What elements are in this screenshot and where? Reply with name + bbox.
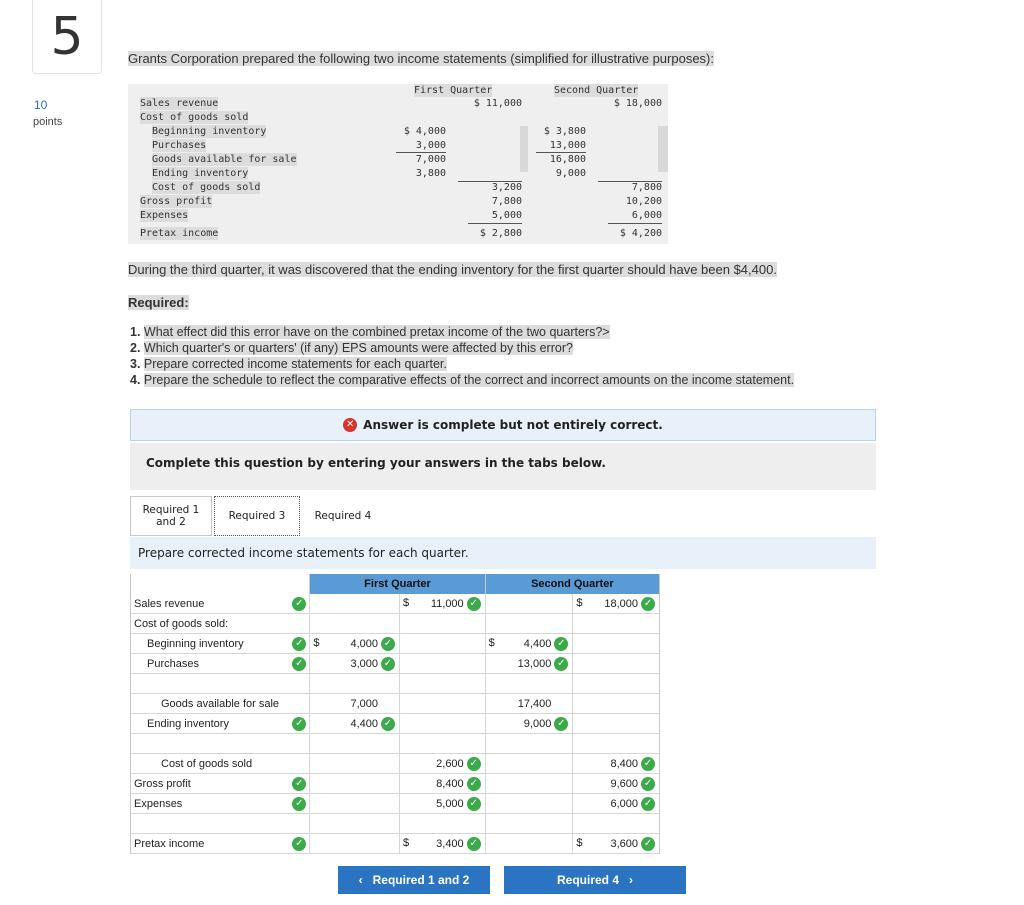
orig-pur-q1: 3,000 <box>415 140 446 151</box>
orig-ga-q1: 7,000 <box>415 154 446 165</box>
row-label-cell[interactable]: Purchases ✓ <box>131 654 310 673</box>
orig-gp-q2: 10,200 <box>625 196 662 207</box>
table-row <box>131 634 659 654</box>
pi-q2-input[interactable]: $ 3,600 ✓ <box>573 834 659 853</box>
orig-cogs-q2: 7,800 <box>631 182 662 193</box>
row-label-cell[interactable]: Pretax income ✓ <box>131 834 310 853</box>
bi-q2-input[interactable]: $ 4,400 ✓ <box>486 634 574 653</box>
check-icon: ✓ <box>292 637 306 651</box>
orig-sales-q1: $ 11,000 <box>473 98 522 109</box>
table-row <box>131 594 659 614</box>
row-label-cell[interactable]: Expenses ✓ <box>131 794 310 813</box>
pi-q1-input[interactable]: $ 3,400 ✓ <box>400 834 486 853</box>
table-header <box>131 574 659 594</box>
check-icon: ✓ <box>292 837 306 851</box>
row-label-cell[interactable]: Ending inventory ✓ <box>131 714 310 733</box>
check-icon: ✓ <box>641 777 655 791</box>
check-icon: ✓ <box>381 717 395 731</box>
check-icon: ✓ <box>554 637 568 651</box>
orig-ei-label: Ending inventory <box>152 168 249 179</box>
row-label-cell[interactable]: Sales revenue ✓ <box>131 594 310 613</box>
check-icon: ✓ <box>292 797 306 811</box>
ga-q1-value: 7,000 <box>310 694 400 713</box>
orig-ga-label: Goods available for sale <box>152 154 297 165</box>
orig-pur-q2: 13,000 <box>549 140 586 151</box>
orig-pi-label: Pretax income <box>140 228 219 239</box>
check-icon: ✓ <box>292 597 306 611</box>
table-row <box>131 814 659 834</box>
answer-status-banner <box>130 409 876 441</box>
error-x-icon: ✕ <box>343 418 357 432</box>
pur-q2-input[interactable]: 13,000 ✓ <box>486 654 574 673</box>
orig-exp-q1: 5,000 <box>491 210 522 221</box>
table-row <box>131 794 659 814</box>
next-tab-button[interactable]: Required 4 › <box>504 866 686 894</box>
orig-pi-q1: $ 2,800 <box>479 228 522 239</box>
table-row <box>131 654 659 674</box>
row-label-cell: Cost of goods sold: <box>131 614 310 633</box>
orig-cogs-q1: 3,200 <box>491 182 522 193</box>
prev-tab-button[interactable]: ‹ Required 1 and 2 <box>338 866 490 894</box>
discovery-text: During the third quarter, it was discovered that the ending inventory for the first quarter should have been $4,400. <box>128 262 777 277</box>
cogs-q2-input[interactable]: 8,400 ✓ <box>573 754 659 773</box>
orig-pi-q2: $ 4,200 <box>619 228 662 239</box>
answer-status-text: Answer is complete but not entirely correct. <box>363 418 663 432</box>
exp-q2-input[interactable]: 6,000 ✓ <box>573 794 659 813</box>
requirement-item: 3. Prepare corrected income statements for each quarter. <box>130 357 447 371</box>
gp-q1-input[interactable]: 8,400 ✓ <box>400 774 486 793</box>
orig-bi-q1: $ 4,000 <box>403 126 446 137</box>
required-title: Required: <box>128 295 189 310</box>
chevron-right-icon: › <box>629 873 633 887</box>
prepare-instruction: Prepare corrected income statements for each quarter. <box>130 537 876 569</box>
check-icon: ✓ <box>381 657 395 671</box>
question-number: 5 <box>32 0 102 74</box>
check-icon: ✓ <box>641 797 655 811</box>
check-icon: ✓ <box>292 717 306 731</box>
check-icon: ✓ <box>292 777 306 791</box>
ei-q1-input[interactable]: 4,400 ✓ <box>310 714 400 733</box>
exp-q1-input[interactable]: 5,000 ✓ <box>400 794 486 813</box>
orig-gp-q1: 7,800 <box>491 196 522 207</box>
orig-exp-label: Expenses <box>140 210 189 221</box>
tab-required-1-and-2[interactable]: Required 1 and 2 <box>130 496 212 536</box>
check-icon: ✓ <box>467 777 481 791</box>
requirement-tabs <box>130 496 384 540</box>
points-value: 10 <box>34 98 48 112</box>
tab-required-4[interactable]: Required 4 <box>314 510 372 522</box>
col-second-quarter: Second Quarter <box>531 578 614 590</box>
sales-q1-input[interactable]: $ 11,000 ✓ <box>400 594 486 613</box>
requirement-item: 2. Which quarter's or quarters' (if any) EPS amounts were affected by this error? <box>130 341 573 355</box>
row-label-cell[interactable]: Beginning inventory ✓ <box>131 634 310 653</box>
col-first-quarter: First Quarter <box>310 574 485 594</box>
check-icon: ✓ <box>467 757 481 771</box>
check-icon: ✓ <box>292 657 306 671</box>
bi-q1-input[interactable]: $ 4,000 ✓ <box>310 634 400 653</box>
table-row <box>131 714 659 734</box>
requirement-item: 4. Prepare the schedule to reflect the comparative effects of the correct and incorrect amounts on the income statement. <box>130 373 795 387</box>
orig-bi-q2: $ 3,800 <box>543 126 586 137</box>
check-icon: ✓ <box>381 637 395 651</box>
corrected-income-statement-table <box>130 574 660 854</box>
orig-pur-label: Purchases <box>152 140 207 151</box>
check-icon: ✓ <box>641 837 655 851</box>
row-label-cell: Cost of goods sold <box>131 754 310 773</box>
orig-gp-label: Gross profit <box>140 196 213 207</box>
orig-bi-label: Beginning inventory <box>152 126 267 137</box>
table-row <box>131 734 659 754</box>
original-income-statement <box>128 84 676 244</box>
table-row <box>131 834 659 854</box>
table-row <box>131 754 659 774</box>
check-icon: ✓ <box>554 657 568 671</box>
orig-sales-q2: $ 18,000 <box>613 98 662 109</box>
check-icon: ✓ <box>467 797 481 811</box>
requirement-item: 1. What effect did this error have on the combined pretax income of the two quarters?> <box>130 325 610 339</box>
check-icon: ✓ <box>641 757 655 771</box>
orig-col-q2: Second Quarter <box>554 85 639 96</box>
orig-ei-q1: 3,800 <box>415 168 446 179</box>
check-icon: ✓ <box>467 837 481 851</box>
check-icon: ✓ <box>467 597 481 611</box>
orig-ga-q2: 16,800 <box>549 154 586 165</box>
cogs-q1-input[interactable]: 2,600 ✓ <box>400 754 486 773</box>
chevron-left-icon: ‹ <box>358 873 363 887</box>
ga-q2-value: 17,400 <box>486 694 574 713</box>
row-label-cell[interactable]: Gross profit ✓ <box>131 774 310 793</box>
points-label: points <box>33 116 63 128</box>
table-row <box>131 614 659 634</box>
gp-q2-input[interactable]: 9,600 ✓ <box>573 774 659 793</box>
ei-q2-input[interactable]: 9,000 ✓ <box>486 714 574 733</box>
orig-col-q1: First Quarter <box>414 85 493 96</box>
table-row <box>131 694 659 714</box>
tab-required-3[interactable]: Required 3 <box>214 496 300 536</box>
table-row <box>131 774 659 794</box>
orig-exp-q2: 6,000 <box>631 210 662 221</box>
orig-ei-q2: 9,000 <box>555 168 586 179</box>
pur-q1-input[interactable]: 3,000 ✓ <box>310 654 400 673</box>
check-icon: ✓ <box>554 717 568 731</box>
row-label-cell: Goods available for sale <box>131 694 310 713</box>
table-row <box>131 674 659 694</box>
check-icon: ✓ <box>641 597 655 611</box>
orig-sales-label: Sales revenue <box>140 98 219 109</box>
intro-text: Grants Corporation prepared the following two income statements (simplified for illustrative purposes): <box>128 51 714 66</box>
complete-instruction: Complete this question by entering your answers in the tabs below. <box>130 443 876 490</box>
requirements-list <box>130 324 794 388</box>
orig-cogs-label: Cost of goods sold <box>152 182 261 193</box>
sales-q2-input[interactable]: $ 18,000 ✓ <box>573 594 659 613</box>
orig-cogs-header: Cost of goods sold <box>140 112 249 123</box>
